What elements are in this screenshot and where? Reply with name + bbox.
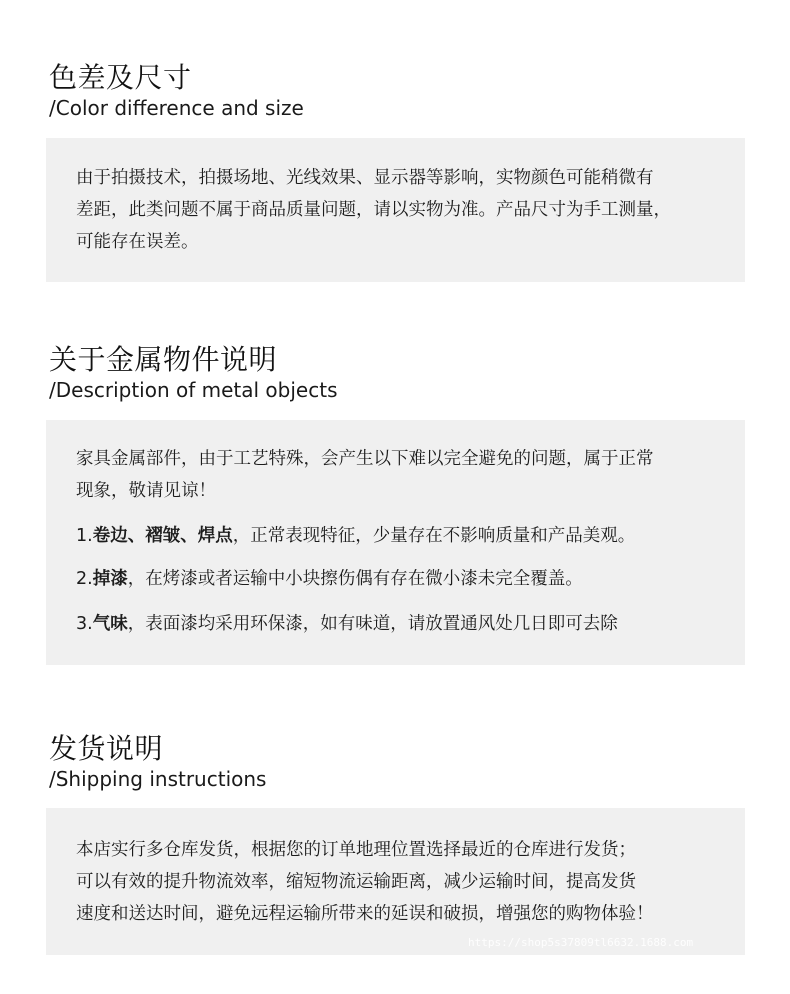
section-subtitle: /Color difference and size bbox=[49, 96, 304, 120]
section-title: 发货说明 bbox=[49, 732, 164, 765]
item-keyword: 掉漆 bbox=[92, 569, 128, 589]
paragraph-line: 差距，此类问题不属于商品质量问题，请以实物为准。产品尺寸为手工测量， bbox=[76, 200, 671, 220]
info-box bbox=[46, 808, 745, 955]
paragraph-line: 本店实行多仓库发货，根据您的订单地理位置选择最近的仓库进行发货； bbox=[76, 840, 636, 860]
section-title: 色差及尺寸 bbox=[49, 61, 192, 94]
item-number: 1. bbox=[76, 526, 93, 546]
item-text: ，表面漆均采用环保漆，如有味道，请放置通风处几日即可去除 bbox=[127, 614, 618, 634]
item-text: ，正常表现特征，少量存在不影响质量和产品美观。 bbox=[232, 526, 636, 546]
item-number: 2. bbox=[76, 569, 93, 589]
paragraph-line: 速度和送达时间，避免远程运输所带来的延误和破损，增强您的购物体验！ bbox=[76, 904, 654, 924]
section-title: 关于金属物件说明 bbox=[49, 343, 278, 376]
paragraph-line: 家具金属部件，由于工艺特殊，会产生以下难以完全避免的问题，属于正常 bbox=[76, 449, 654, 469]
item-number: 3. bbox=[76, 614, 93, 634]
item-text: ，在烤漆或者运输中小块擦伤偶有存在微小漆未完全覆盖。 bbox=[127, 569, 583, 589]
paragraph-line: 现象，敬请见谅！ bbox=[76, 481, 216, 501]
info-box bbox=[46, 420, 745, 665]
item-keyword: 卷边、褶皱、焊点 bbox=[92, 526, 233, 546]
list-item bbox=[76, 610, 618, 635]
paragraph bbox=[76, 162, 671, 258]
paragraph-line: 可以有效的提升物流效率，缩短物流运输距离，减少运输时间，提高发货 bbox=[76, 872, 636, 892]
list-item bbox=[76, 522, 635, 547]
paragraph bbox=[76, 443, 654, 507]
watermark: https://shop5s37809tl6632.1688.com bbox=[468, 936, 694, 949]
paragraph-line: 由于拍摄技术，拍摄场地、光线效果、显示器等影响，实物颜色可能稍微有 bbox=[76, 168, 654, 188]
paragraph-line: 可能存在误差。 bbox=[76, 232, 199, 252]
list-item bbox=[76, 565, 583, 590]
item-keyword: 气味 bbox=[92, 614, 128, 634]
info-box bbox=[46, 138, 745, 282]
paragraph bbox=[76, 834, 654, 930]
section-subtitle: /Description of metal objects bbox=[49, 378, 338, 402]
section-subtitle: /Shipping instructions bbox=[49, 767, 267, 791]
